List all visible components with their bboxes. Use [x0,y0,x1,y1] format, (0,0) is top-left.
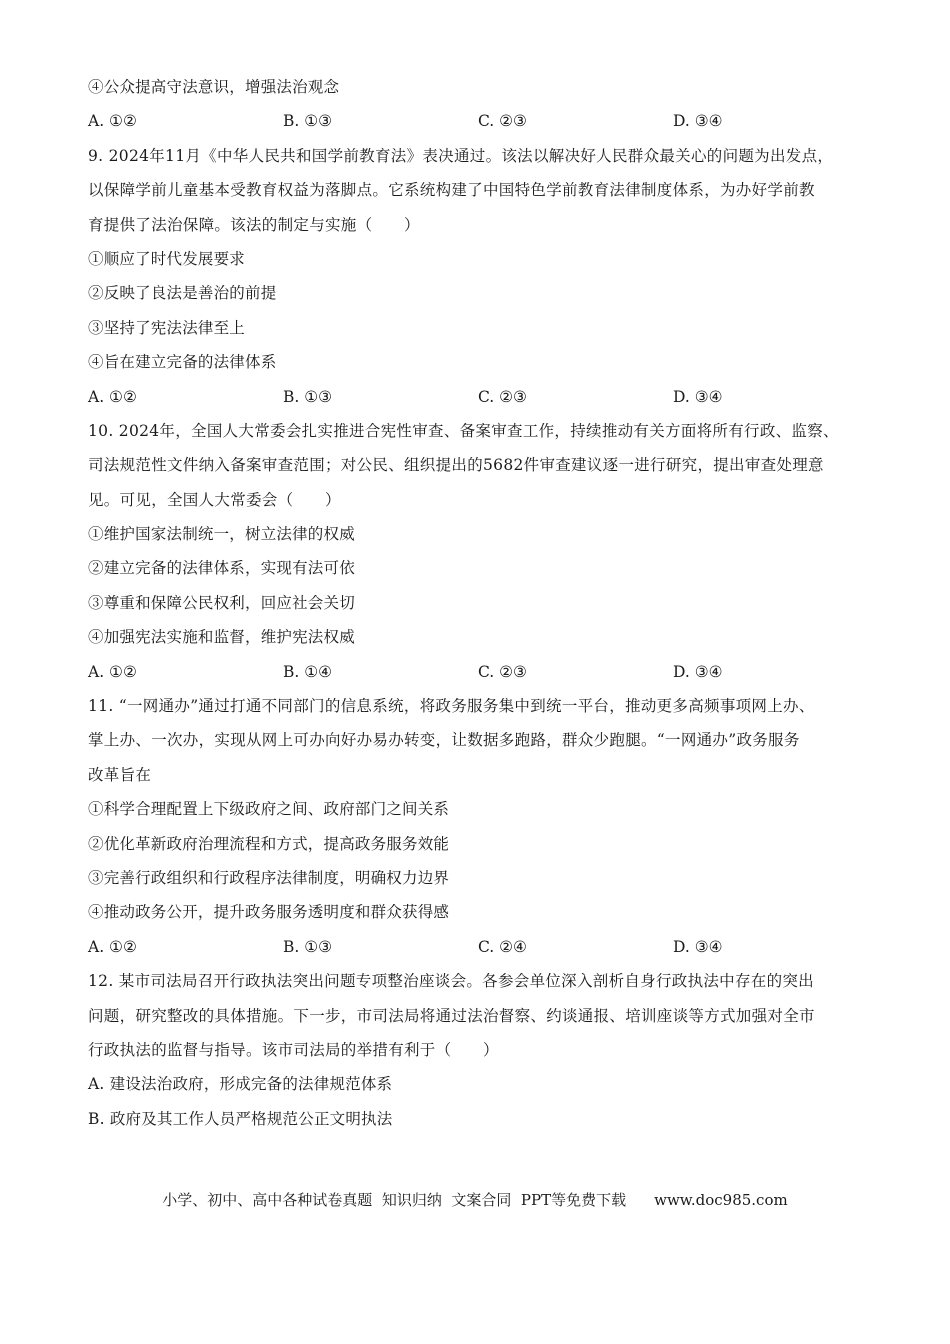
q9-stem-line: 以保障学前儿童基本受教育权益为落脚点。它系统构建了中国特色学前教育法律制度体系，为办好学前教 [88,181,815,200]
q11-option-d: D. ③④ [673,937,723,956]
q11-item-4: ④推动政务公开，提升政务服务透明度和群众获得感 [88,903,450,922]
q9-item-4: ④旨在建立完备的法律体系 [88,353,277,372]
q10-stem-line: 司法规范性文件纳入备案审查范围；对公民、组织提出的5682件审查建议逐一进行研究，提出审查处理意 [88,456,824,475]
q9-item-3: ③坚持了宪法法律至上 [88,318,246,337]
q9-item-1: ①顺应了时代发展要求 [88,249,246,268]
q9-stem-line: 9. 2024年11月《中华人民共和国学前教育法》表决通过。该法以解决好人民群众最关心的问题为出发点， [88,146,834,165]
q9-option-c: C. ②③ [478,387,527,406]
q11-stem-line: 11. “一网通办”通过打通不同部门的信息系统，将政务服务集中到统一平台，推动更多高频事项网上办、 [88,697,815,716]
q8-item-4: ④公众提高守法意识，增强法治观念 [88,78,340,96]
question-9 [88,139,868,414]
q11-option-b: B. ①③ [283,937,333,956]
q11-item-3: ③完善行政组织和行政程序法律制度，明确权力边界 [88,868,450,887]
q9-option-a: A. ①② [88,387,137,406]
q10-item-3: ③尊重和保障公民权利，回应社会关切 [88,593,355,612]
q8-option-a: A. ①② [88,112,137,131]
q12-stem-line: 问题，研究整改的具体措施。下一步，市司法局将通过法治督察、约谈通报、培训座谈等方式加强对全市 [88,1006,815,1025]
question-11 [88,689,868,964]
q10-option-a: A. ①② [88,662,137,681]
q12-stem-line: 行政执法的监督与指导。该市司法局的举措有利于（ ） [88,1040,499,1059]
q10-item-4: ④加强宪法实施和监督，维护宪法权威 [88,628,355,647]
q10-option-b: B. ①④ [283,662,333,681]
q10-option-d: D. ③④ [673,662,723,681]
question-10 [88,414,868,689]
q8-options [88,104,868,138]
q10-item-2: ②建立完备的法律体系，实现有法可依 [88,559,355,578]
q12-stem-line: 12. 某市司法局召开行政执法突出问题专项整治座谈会。各参会单位深入剖析自身行政执法中存在的突出 [88,972,814,991]
q9-options [88,380,868,414]
footer-url[interactable]: www.doc985.com [654,1191,788,1209]
q10-item-1: ①维护国家法制统一，树立法律的权威 [88,525,355,544]
q11-options [88,930,868,964]
q10-stem-line: 见。可见，全国人大常委会（ ） [88,490,341,509]
q10-stem-line: 10. 2024年，全国人大常委会扎实推进合宪性审查、备案审查工作，持续推动有关方面将所有行政、监察、 [88,421,839,440]
exam-page [88,70,868,1136]
q9-option-b: B. ①③ [283,387,333,406]
q11-stem-line: 掌上办、一次办，实现从网上可办向好办易办转变，让数据多跑路，群众少跑腿。“一网通办”政务服务 [88,731,800,750]
q11-item-2: ②优化革新政府治理流程和方式，提高政务服务效能 [88,834,450,853]
q11-stem-line: 改革旨在 [88,765,152,784]
question-12 [88,964,868,1136]
q9-option-d: D. ③④ [673,387,723,406]
q8-option-c: C. ②③ [478,112,527,131]
q11-item-1: ①科学合理配置上下级政府之间、政府部门之间关系 [88,800,450,819]
q11-option-a: A. ①② [88,937,137,956]
q9-stem-line: 育提供了法治保障。该法的制定与实施（ ） [88,215,420,234]
q10-option-c: C. ②③ [478,662,527,681]
q8-option-b: B. ①③ [283,112,333,131]
q10-options [88,655,868,689]
q8-option-d: D. ③④ [673,112,723,131]
page-footer [0,1188,950,1212]
footer-text: 小学、初中、高中各种试卷真题 知识归纳 文案合同 PPT等免费下载 [162,1191,627,1209]
q12-option-a: A. 建设法治政府，形成完备的法律规范体系 [88,1075,393,1094]
q12-option-b: B. 政府及其工作人员严格规范公正文明执法 [88,1109,393,1128]
q9-item-2: ②反映了良法是善治的前提 [88,284,277,303]
q11-option-c: C. ②④ [478,937,527,956]
